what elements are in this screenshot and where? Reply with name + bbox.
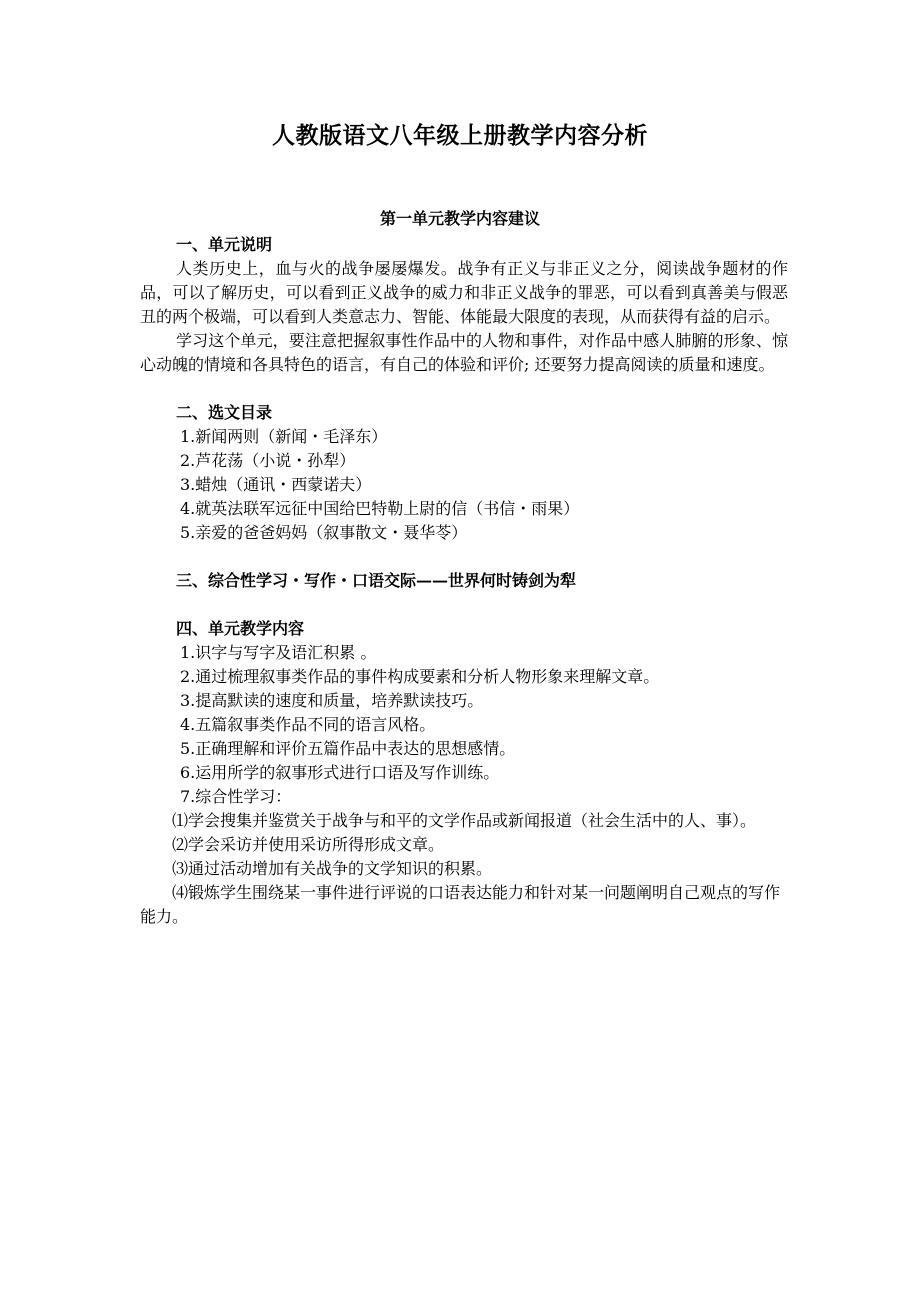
list-item: 1.识字与写字及语汇积累 。 <box>180 643 377 662</box>
section-heading-teaching-content: 四、单元教学内容 <box>176 619 305 638</box>
list-item: 3.提高默读的速度和质量，培养默读技巧。 <box>180 691 484 710</box>
list-item: 4.就英法联军远征中国给巴特勒上尉的信（书信・雨果） <box>180 499 580 518</box>
sub-list-item: ⑵学会采访并使用采访所得形成文章。 <box>172 835 445 854</box>
spacer <box>140 545 788 569</box>
sub-list-item: ⑶通过活动增加有关战争的文学知识的积累。 <box>172 859 493 878</box>
list-item: 2.芦花荡（小说・孙犁） <box>180 451 356 470</box>
sub-list-item: ⑷锻炼学生围绕某一事件进行评说的口语表达能力和针对某一问题阐明自己观点的写作能力。 <box>140 883 781 926</box>
list-item: 2.通过梳理叙事类作品的事件构成要素和分析人物形象来理解文章。 <box>180 667 660 686</box>
document-title: 人教版语文八年级上册教学内容分析 <box>272 122 648 149</box>
list-item: 5.亲爱的爸爸妈妈（叙事散文・聂华苓） <box>180 523 468 542</box>
document-body <box>140 233 788 929</box>
section-heading-selected-texts: 二、选文目录 <box>176 403 273 422</box>
list-item: 7.综合性学习： <box>180 787 292 806</box>
spacer <box>140 593 788 617</box>
list-item: 4.五篇叙事类作品不同的语言风格。 <box>180 715 436 734</box>
list-item: 3.蜡烛（通讯・西蒙诺夫） <box>180 475 372 494</box>
list-item: 6.运用所学的叙事形式进行口语及写作训练。 <box>180 763 500 782</box>
paragraph: 学习这个单元，要注意把握叙事性作品中的人物和事件，对作品中感人肺腑的形象、惊心动魄的情境和各具特色的语言，有自己的体验和评价; 还要努力提高阅读的质量和速度。 <box>140 331 788 374</box>
list-item: 1.新闻两则（新闻・毛泽东） <box>180 427 388 446</box>
section-heading-unit-description: 一、单元说明 <box>176 235 273 254</box>
section-heading-comprehensive-learning: 三、综合性学习・写作・口语交际——世界何时铸剑为犁 <box>176 571 577 590</box>
sub-list-item: ⑴学会搜集并鉴赏关于战争与和平的文学作品或新闻报道（社会生活中的人、事）。 <box>172 811 757 830</box>
paragraph: 人类历史上，血与火的战争屡屡爆发。战争有正义与非正义之分，阅读战争题材的作品，可以了解历史，可以看到正义战争的威力和非正义战争的罪恶，可以看到真善美与假恶丑的两个极端，可以看到人类意志力、智能、体能最大限度的表现，从而获得有益的启示。 <box>140 259 788 326</box>
list-item: 5.正确理解和评价五篇作品中表达的思想感情。 <box>180 739 516 758</box>
unit-title: 第一单元教学内容建议 <box>379 209 540 228</box>
spacer <box>140 377 788 401</box>
